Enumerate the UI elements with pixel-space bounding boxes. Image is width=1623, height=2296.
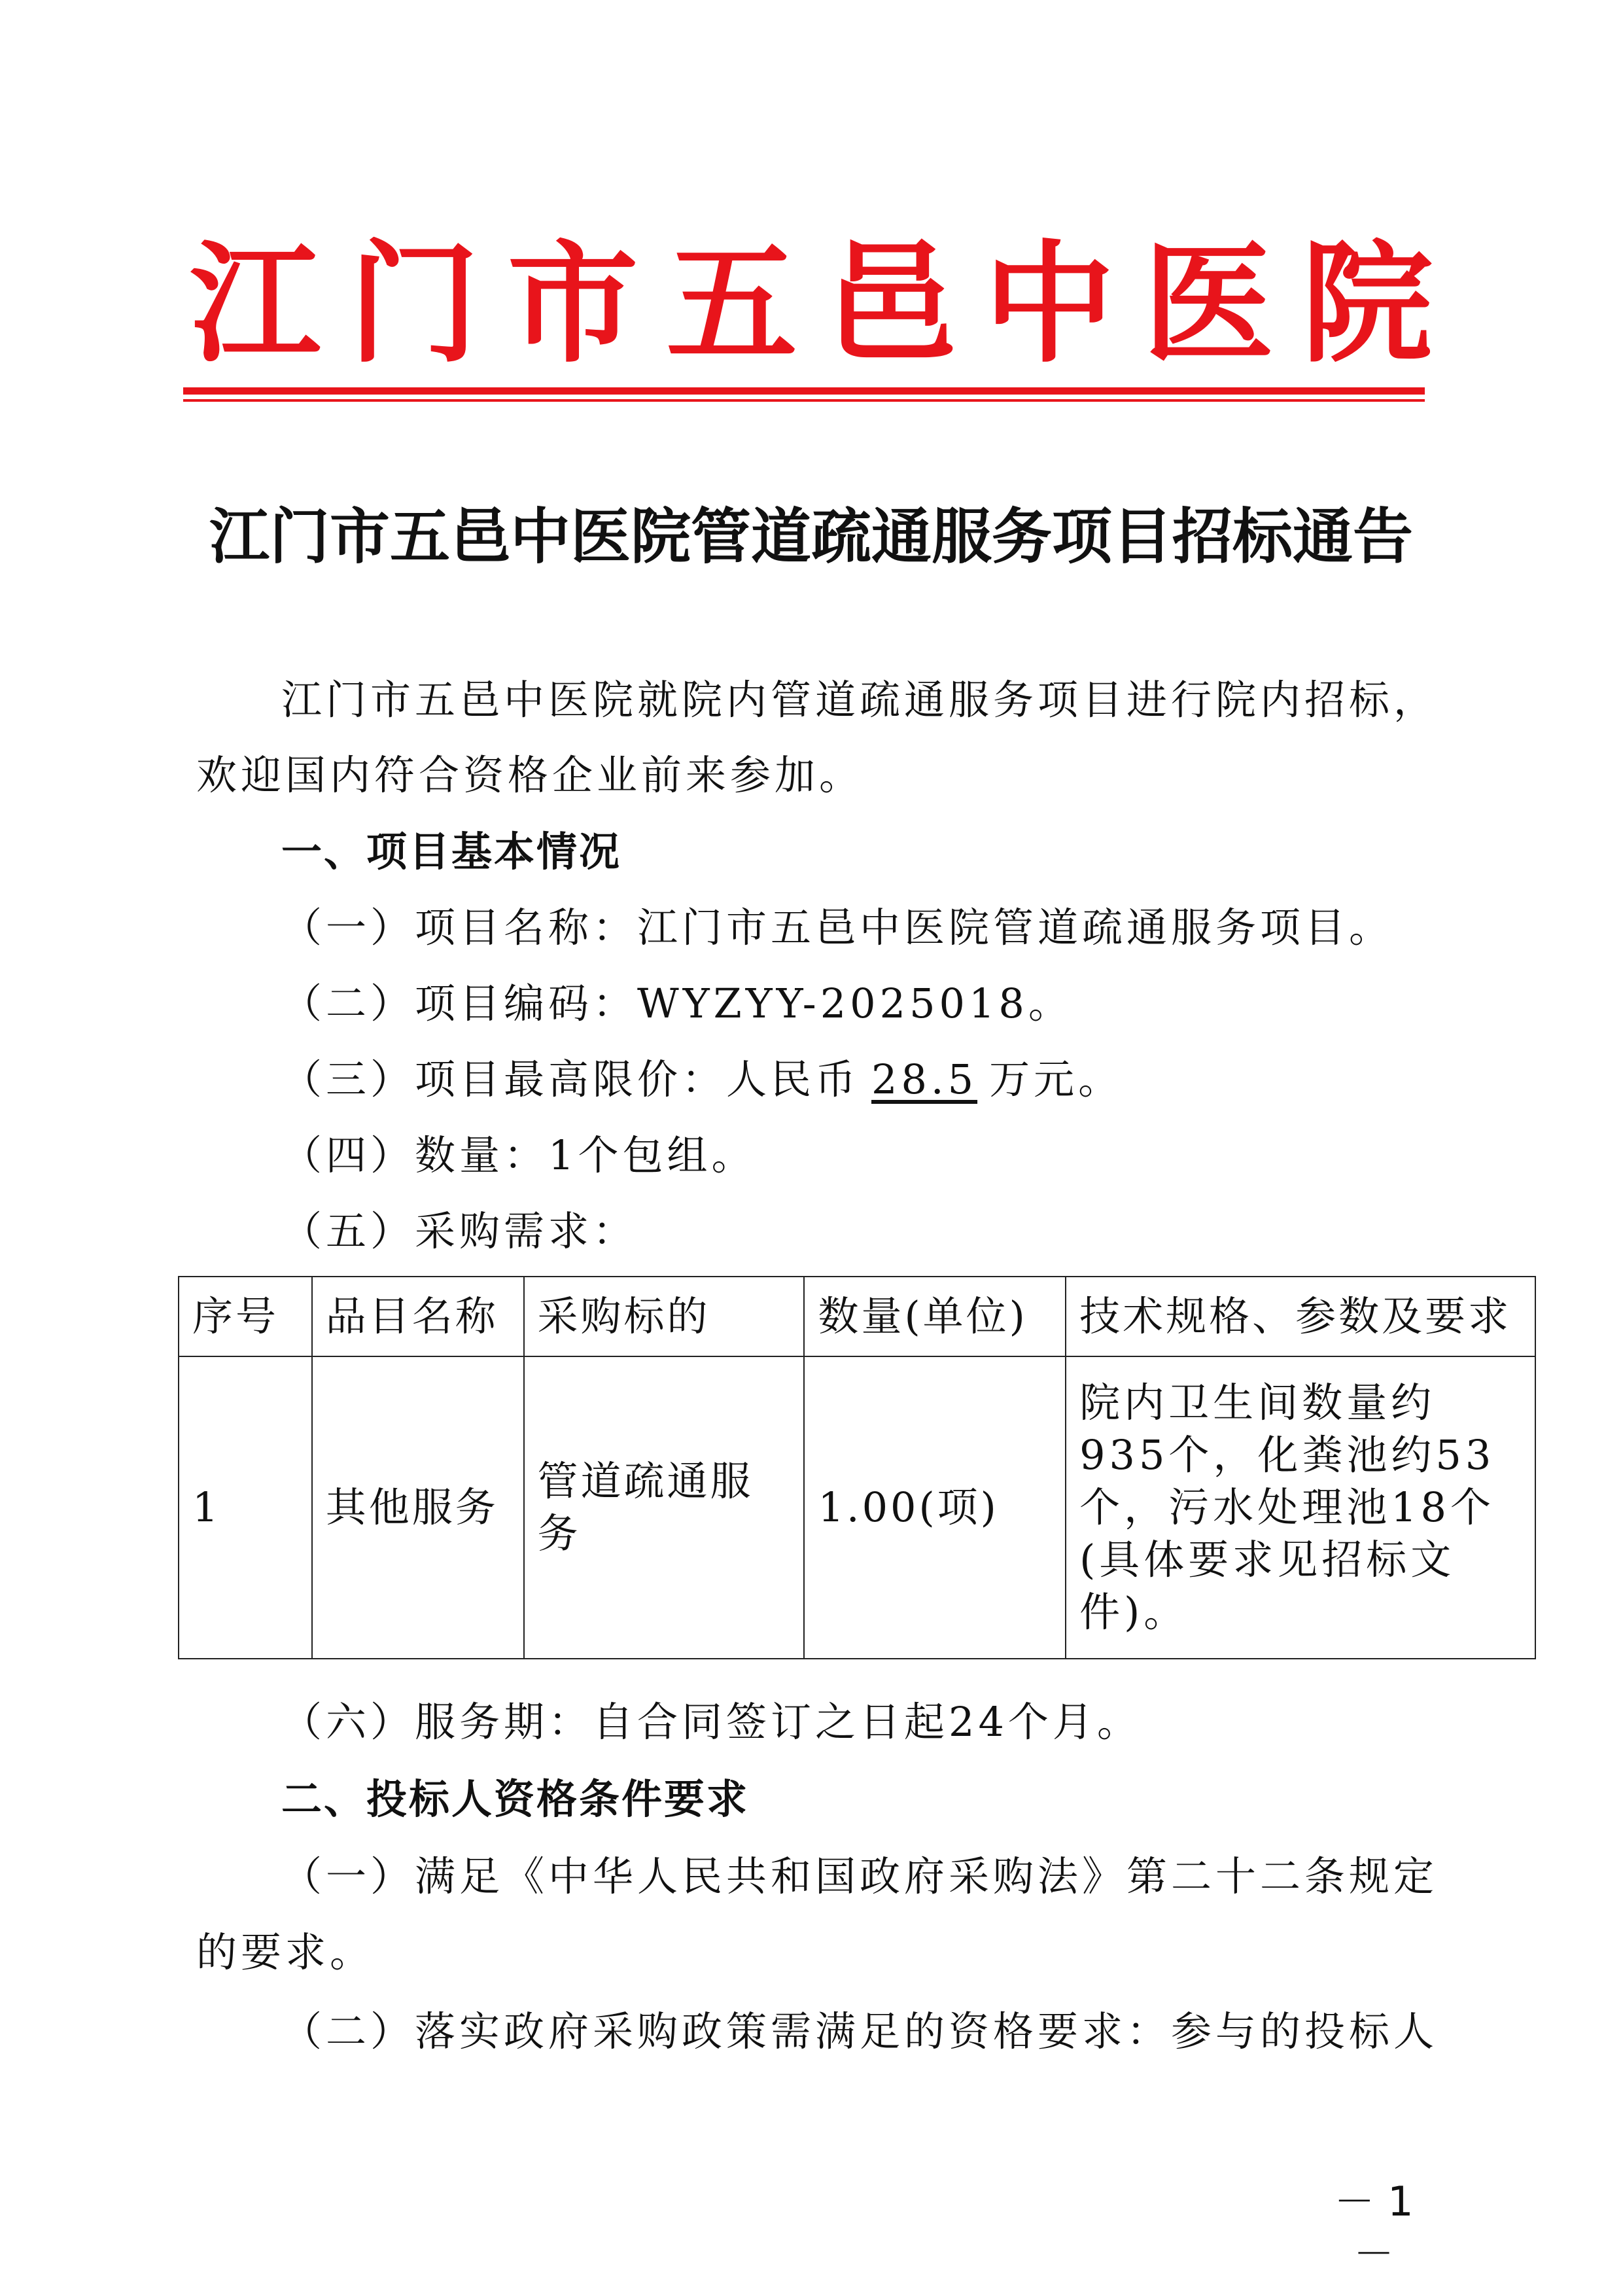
price-amount: 28.5 [871, 1055, 978, 1103]
letterhead-char: 中 [984, 227, 1115, 381]
letterhead-char: 医 [1143, 227, 1274, 381]
letterhead-title [190, 219, 1433, 389]
letterhead-rule-thick [183, 387, 1425, 395]
project-name: （一）项目名称：江门市五邑中医院管道疏通服务项目。 [281, 904, 1394, 951]
section-2-heading: 二、投标人资格条件要求 [281, 1775, 750, 1823]
letterhead-char: 市 [507, 227, 638, 381]
qualification-1-line-1: （一）满足《中华人民共和国政府采购法》第二十二条规定 [281, 1852, 1439, 1900]
project-quantity: （四）数量：1个包组。 [281, 1131, 756, 1179]
letterhead-char: 邑 [825, 227, 956, 381]
project-code: （二）项目编码：WYZYY-2025018。 [281, 980, 1073, 1027]
qualification-2-line-1: （二）落实政府采购政策需满足的资格要求：参与的投标人 [281, 2007, 1439, 2055]
qualification-1-line-2: 的要求。 [196, 1928, 375, 1976]
letterhead-rule-thin [183, 399, 1425, 402]
cell-spec: 院内卫生间数量约935个，化粪池约53个，污水处理池18个(具体要求见招标文件)。 [1066, 1356, 1535, 1659]
service-period: （六）服务期：自合同签订之日起24个月。 [281, 1698, 1142, 1746]
cell-category: 其他服务 [312, 1356, 524, 1659]
cell-subject: 管道疏通服务 [524, 1356, 805, 1659]
intro-line-1: 江门市五邑中医院就院内管道疏通服务项目进行院内招标， [281, 676, 1439, 724]
procurement-requirements-table [178, 1276, 1536, 1659]
header-category: 品目名称 [312, 1277, 524, 1356]
letterhead-char: 门 [348, 227, 480, 381]
header-subject: 采购标的 [524, 1277, 805, 1356]
header-serial-no: 序号 [179, 1277, 312, 1356]
cell-quantity: 1.00(项) [804, 1356, 1066, 1659]
intro-line-2: 欢迎国内符合资格企业前来参加。 [196, 751, 864, 799]
price-suffix: 万元。 [989, 1055, 1123, 1103]
table-header-row [179, 1277, 1535, 1356]
letterhead-char: 五 [666, 227, 797, 381]
header-spec: 技术规格、参数及要求 [1066, 1277, 1535, 1356]
letterhead-char: 江 [190, 227, 321, 381]
header-quantity: 数量(单位) [804, 1277, 1066, 1356]
document-title: 江门市五邑中医院管道疏通服务项目招标通告 [209, 501, 1413, 572]
price-prefix: （三）项目最高限价：人民币 [281, 1055, 860, 1103]
letterhead-char: 院 [1301, 227, 1433, 381]
procurement-needs-label: （五）采购需求： [281, 1207, 638, 1255]
page-number: － 1 － [1334, 2178, 1414, 2278]
project-price-cap [281, 1053, 1123, 1106]
table-row [179, 1356, 1535, 1659]
section-1-heading: 一、项目基本情况 [281, 828, 622, 875]
cell-serial-no: 1 [179, 1356, 312, 1659]
